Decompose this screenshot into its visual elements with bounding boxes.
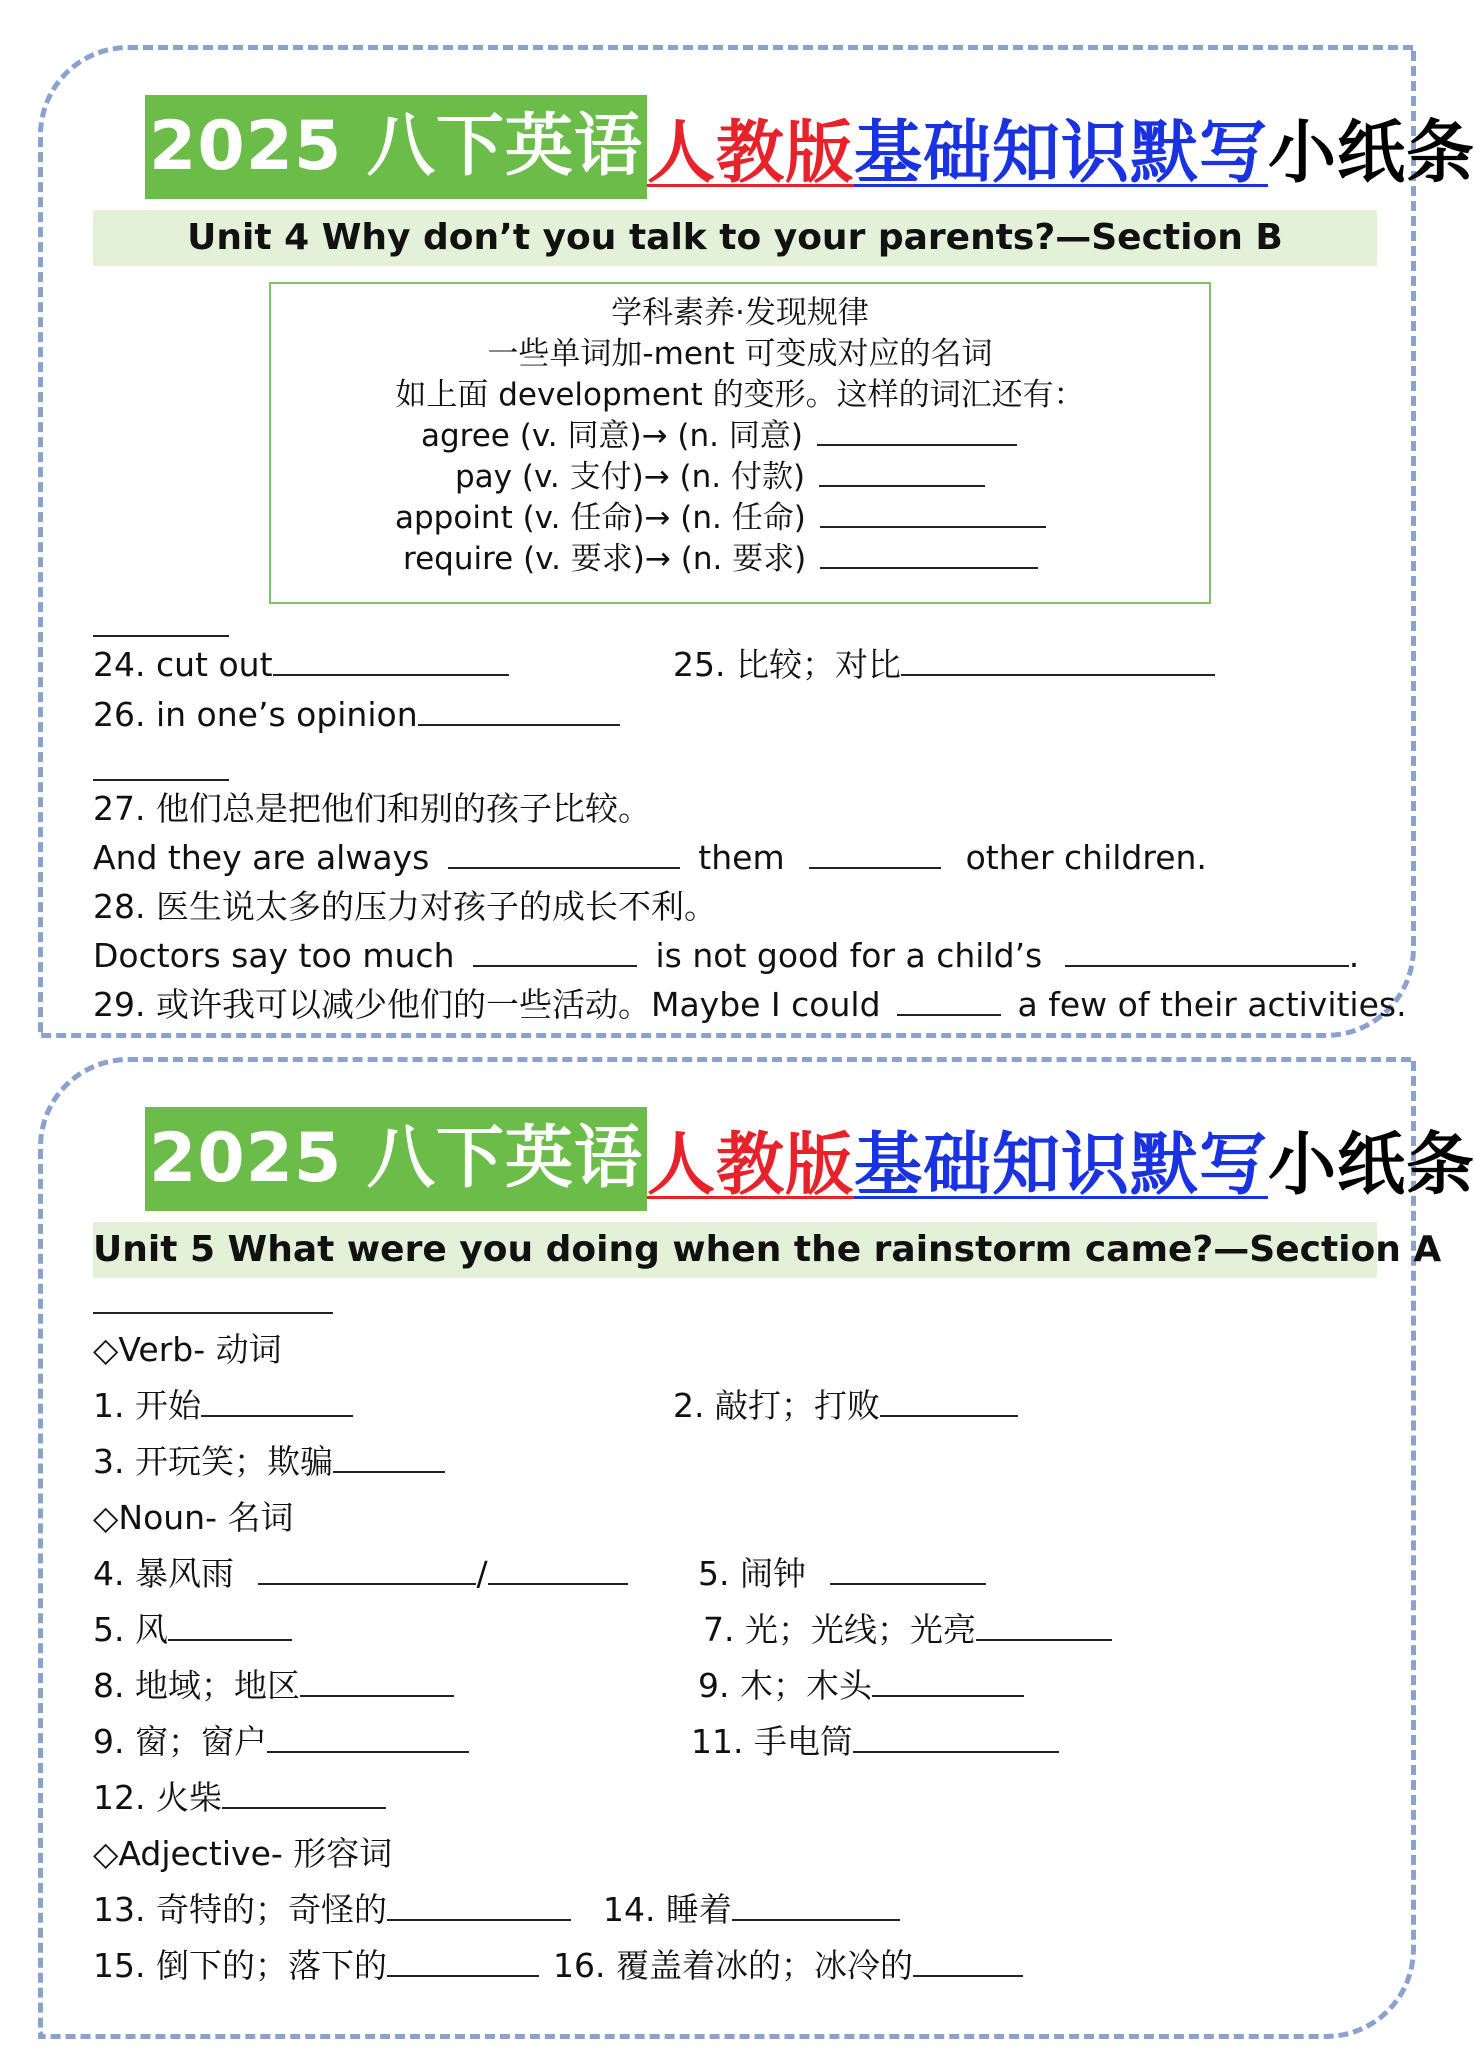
answer-blank[interactable] — [820, 539, 1038, 569]
question-text: 29. 或许我可以减少他们的一些活动。Maybe I could — [93, 985, 881, 1024]
vocab-prompt: 9. 窗；窗户 — [93, 1722, 267, 1761]
answer-blank[interactable] — [880, 1385, 1018, 1417]
separator-slash: / — [476, 1554, 488, 1593]
answer-blank[interactable] — [819, 457, 985, 487]
tip-row-text: agree (v. 同意)→ (n. 同意) — [421, 418, 803, 454]
question-25 — [673, 643, 1215, 687]
tip-row-text: pay (v. 支付)→ (n. 付款) — [455, 459, 806, 495]
title-part-topic: 基础知识默写 — [853, 1125, 1268, 1205]
worksheet-title — [145, 95, 1475, 199]
answer-blank[interactable] — [830, 1553, 986, 1585]
vocab-item-5-alarm — [698, 1552, 986, 1596]
question-text: is not good for a child’s — [655, 936, 1043, 975]
answer-blank[interactable] — [273, 644, 509, 676]
vocab-prompt: 16. 覆盖着冰的；冰冷的 — [553, 1946, 913, 1985]
tip-row-require — [403, 538, 1038, 580]
answer-blank[interactable] — [201, 1385, 353, 1417]
tip-row-pay — [455, 456, 985, 498]
question-text: . — [1348, 936, 1360, 975]
title-part-edition: 人教版 — [646, 1125, 854, 1205]
vocab-prompt: 3. 开玩笑；欺骗 — [93, 1442, 333, 1481]
section-heading-noun: ◇Noun- 名词 — [93, 1498, 294, 1537]
title-part-topic: 基础知识默写 — [853, 113, 1268, 193]
answer-blank[interactable] — [473, 935, 637, 967]
vocab-item-16 — [553, 1944, 1023, 1988]
vocab-prompt: 4. 暴风雨 — [93, 1554, 234, 1593]
tip-row-appoint — [395, 497, 1046, 539]
answer-blank[interactable] — [333, 1441, 445, 1473]
tip-row-agree — [421, 415, 1017, 457]
answer-blank[interactable] — [448, 837, 680, 869]
worksheet-card-unit4 — [38, 45, 1475, 1038]
tip-row-text: appoint (v. 任命)→ (n. 任命) — [395, 500, 806, 536]
answer-blank[interactable] — [267, 1721, 469, 1753]
vocab-item-3 — [93, 1440, 445, 1484]
question-text: 26. in one’s opinion — [93, 695, 418, 734]
question-28-chinese: 28. 医生说太多的压力对孩子的成长不利。 — [93, 887, 717, 926]
answer-blank[interactable] — [1065, 935, 1349, 967]
vocab-item-2 — [673, 1384, 1018, 1428]
question-text: 25. 比较；对比 — [673, 645, 901, 684]
tip-line-2: 如上面 development 的变形。这样的词汇还有： — [395, 377, 1085, 413]
answer-blank[interactable] — [897, 984, 1001, 1016]
title-part-edition: 人教版 — [646, 113, 854, 193]
title-part-type: 小纸条 — [1267, 113, 1475, 193]
vocab-item-12 — [93, 1776, 386, 1820]
question-27-chinese: 27. 他们总是把他们和别的孩子比较。 — [93, 789, 651, 828]
answer-blank[interactable] — [222, 1777, 386, 1809]
vocab-item-11 — [691, 1720, 1059, 1764]
vocab-item-1 — [93, 1384, 353, 1428]
worksheet-title — [145, 1107, 1475, 1211]
answer-blank[interactable] — [853, 1721, 1059, 1753]
answer-blank[interactable] — [387, 1945, 539, 1977]
answer-blank[interactable] — [913, 1945, 1023, 1977]
answer-blank[interactable] — [488, 1553, 628, 1585]
vocab-item-5-wind — [93, 1608, 292, 1652]
question-28-english — [93, 934, 1359, 978]
answer-blank[interactable] — [809, 837, 941, 869]
answer-blank[interactable] — [732, 1889, 900, 1921]
question-text: And they are always — [93, 838, 430, 877]
answer-blank[interactable] — [258, 1553, 476, 1585]
answer-blank[interactable] — [168, 1609, 292, 1641]
tip-row-text: require (v. 要求)→ (n. 要求) — [403, 541, 807, 577]
question-24 — [93, 643, 509, 687]
title-part-type: 小纸条 — [1267, 1125, 1475, 1205]
vocab-prompt: 11. 手电筒 — [691, 1722, 853, 1761]
vocab-item-4 — [93, 1552, 628, 1596]
section-heading-verb: ◇Verb- 动词 — [93, 1330, 282, 1369]
vocab-prompt: 12. 火柴 — [93, 1778, 222, 1817]
answer-blank[interactable] — [820, 498, 1046, 528]
vocab-prompt: 7. 光；光线；光亮 — [703, 1610, 976, 1649]
vocab-prompt: 2. 敲打；打败 — [673, 1386, 880, 1425]
vocab-item-9-window — [93, 1720, 469, 1764]
tip-box — [269, 282, 1211, 604]
question-29 — [93, 983, 1407, 1027]
question-text: other children. — [965, 838, 1207, 877]
section-heading-adjective: ◇Adjective- 形容词 — [93, 1834, 393, 1873]
vocab-item-7 — [703, 1608, 1112, 1652]
answer-blank[interactable] — [300, 1665, 454, 1697]
worksheet-card-unit5 — [38, 1057, 1475, 2039]
tip-heading: 学科素养·发现规律 — [611, 295, 869, 331]
answer-blank[interactable] — [387, 1889, 571, 1921]
question-26 — [93, 693, 620, 737]
question-text: Doctors say too much — [93, 936, 455, 975]
answer-blank[interactable] — [418, 694, 620, 726]
vocab-prompt: 5. 闹钟 — [698, 1554, 806, 1593]
tip-line-1: 一些单词加-ment 可变成对应的名词 — [487, 336, 993, 372]
unit-title-bar: Unit 4 Why don’t you talk to your parents?—Section B — [93, 210, 1377, 266]
vocab-prompt: 1. 开始 — [93, 1386, 201, 1425]
title-part-year-grade: 2025 八下英语 — [145, 95, 647, 199]
title-part-year-grade: 2025 八下英语 — [145, 1107, 647, 1211]
divider-line — [93, 779, 229, 781]
vocab-prompt: 5. 风 — [93, 1610, 168, 1649]
vocab-prompt: 14. 睡着 — [603, 1890, 732, 1929]
answer-blank[interactable] — [901, 644, 1215, 676]
vocab-item-14 — [603, 1888, 900, 1932]
answer-blank[interactable] — [817, 416, 1017, 446]
vocab-item-8 — [93, 1664, 454, 1708]
question-27-english — [93, 836, 1207, 880]
divider-line — [93, 1312, 333, 1314]
vocab-item-9-wood — [698, 1664, 1024, 1708]
vocab-prompt: 15. 倒下的；落下的 — [93, 1946, 387, 1985]
vocab-prompt: 8. 地域；地区 — [93, 1666, 300, 1705]
vocab-item-15 — [93, 1944, 539, 1988]
divider-line — [93, 635, 229, 637]
vocab-prompt: 13. 奇特的；奇怪的 — [93, 1890, 387, 1929]
vocab-prompt: 9. 木；木头 — [698, 1666, 872, 1705]
question-text: 24. cut out — [93, 645, 273, 684]
vocab-item-13 — [93, 1888, 571, 1932]
answer-blank[interactable] — [976, 1609, 1112, 1641]
unit-title-bar: Unit 5 What were you doing when the rainstorm came?—Section A — [93, 1222, 1377, 1278]
question-text: them — [698, 838, 785, 877]
answer-blank[interactable] — [872, 1665, 1024, 1697]
question-text: a few of their activities. — [1017, 985, 1407, 1024]
